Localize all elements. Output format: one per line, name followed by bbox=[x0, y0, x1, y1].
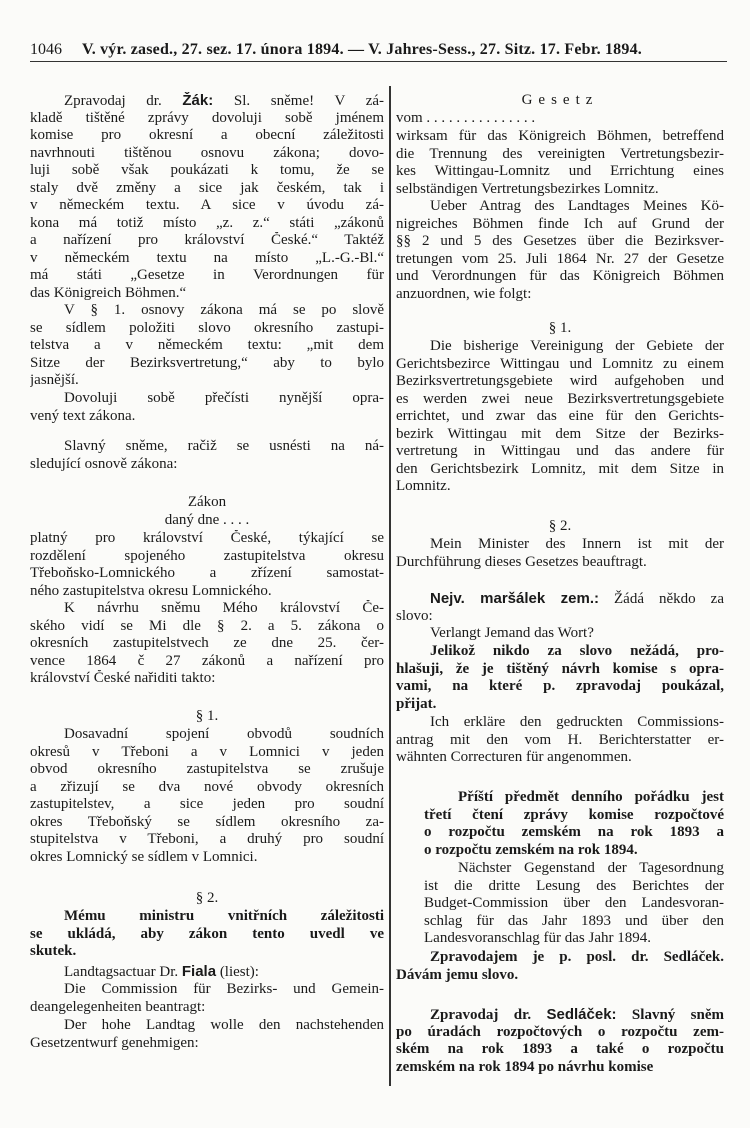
fiala bbox=[30, 963, 384, 981]
text-segment: Zpravodaj dr. bbox=[430, 1007, 547, 1023]
text-line: Landesvoranschlag für das Jahr 1894. bbox=[424, 930, 652, 946]
text-line: es werden zwei neue Bezirksvertretungsgebiete bbox=[396, 390, 724, 407]
text-line: Zákon bbox=[187, 494, 227, 510]
de-s2-title bbox=[396, 518, 724, 536]
text-line: Die bisherige Vereinigung der Gebiete der bbox=[430, 338, 724, 354]
text-line: nigreiches Böhmen finde Ich auf Grund der bbox=[396, 215, 724, 232]
text-line: rozdělení spojeného zastupitelstva okresu bbox=[30, 547, 384, 564]
text-segment: (liest): bbox=[216, 964, 259, 980]
text-line: stupitelstva v Třeboni, a druhý pro soudní bbox=[30, 831, 384, 847]
text-line: okresů v Třeboni a v Lomnici v jeden bbox=[30, 743, 384, 760]
text-line: Zpravodajem je p. posl. dr. Sedláček. bbox=[430, 949, 724, 965]
text-line: Nächster Gegenstand der Tagesordnung bbox=[458, 860, 724, 876]
speaker-name: Nejv. maršálek zem.: bbox=[430, 590, 599, 607]
text-line: Dosavadní spojení obvodů soudních bbox=[64, 726, 384, 742]
gesetz-title bbox=[396, 92, 724, 110]
text-line: obvod okresního zastupitelstva se zrušuje bbox=[30, 761, 384, 777]
text-line: Ich erkläre den gedruckten Commissions- bbox=[430, 714, 724, 730]
text-line: kladě tištěné zprávy dovoluji sobě jménem bbox=[30, 109, 384, 126]
text-line: a nařízení pro království České.“ Taktéž bbox=[30, 232, 384, 248]
text-line: K návrhu sněmu Mého království Če- bbox=[64, 600, 384, 616]
text-segment: Sl. sněme! V zá- bbox=[213, 93, 384, 109]
text-line: deangelegenheiten beantragt: bbox=[30, 998, 206, 1015]
text-line: das Königreich Böhmen.“ bbox=[30, 284, 187, 301]
text-line: Slavný sněme, račiž se usnésti na ná- bbox=[64, 438, 384, 454]
motion bbox=[30, 438, 384, 473]
text-line: okresních zastupitelstvech ze dne 25. čer- bbox=[30, 635, 384, 651]
text-line: selbständigen Vertretungsbezirkes Lomnitz. bbox=[396, 180, 659, 197]
text-line: a zřizují se dva nové obvody okresních bbox=[30, 778, 384, 795]
text-line: Mému ministru vnitřních záležitosti bbox=[64, 908, 384, 924]
text-line: schlag für das Jahr 1893 und über den bbox=[424, 912, 724, 929]
text-line: ného zastupitelstva okresu Lomnického. bbox=[30, 582, 272, 599]
text-line: ského vidí se Mi dle § 2. a 5. zákona o bbox=[30, 617, 384, 634]
text-line: vami, na které p. zpravodaj poukázal, bbox=[396, 678, 724, 694]
text-line: Verlangt Jemand das Wort? bbox=[430, 625, 594, 641]
page-number: 1046 bbox=[30, 41, 62, 58]
text-line: daný dne . . . . bbox=[164, 512, 250, 528]
text-line: zemském na rok 1894 po návrhu komise bbox=[396, 1058, 654, 1075]
text-line: Mein Minister des Innern ist mit der bbox=[430, 536, 724, 552]
text-line: Gesetz bbox=[521, 92, 599, 108]
text-line: se ukládá, aby zákon tento uvedl ve bbox=[30, 925, 384, 942]
text-line: §§ 2 und 5 des Gesetzes über die Bezirksver- bbox=[396, 233, 724, 249]
text-line: po úradách rozpočtových o rozpočtu zem- bbox=[396, 1023, 724, 1040]
text-line: Jelikož nikdo za slovo nežádá, pro- bbox=[430, 643, 724, 659]
text-line: Příští předmět denního pořádku jest bbox=[458, 789, 724, 805]
text-line: antrag mit den vom H. Berichterstatter er- bbox=[396, 731, 724, 748]
text-line: Sitze der Bezirksvertretung,“ aby to bylo bbox=[30, 354, 384, 371]
text-line: anzuordnen, wie folgt: bbox=[396, 285, 532, 302]
text-line: se sídlem položiti slovo okresního zastupi- bbox=[30, 319, 384, 336]
text-line: třetí čtení zprávy komise rozpočtové bbox=[424, 806, 724, 823]
gesetz-subject bbox=[396, 128, 724, 198]
text-line: jasnější. bbox=[30, 372, 79, 388]
text-line: okres Třeboňský se sídlem okresního za- bbox=[30, 813, 384, 830]
text-line: slovo: bbox=[396, 607, 433, 624]
text-line: und Verordnungen für das Königreich Böhmen bbox=[396, 268, 724, 284]
text-line: Ueber Antrag des Landtages Meines Kö- bbox=[430, 198, 724, 214]
text-line: Dovoluji sobě přečísti nynější opra- bbox=[64, 390, 384, 406]
reporter-intro bbox=[396, 949, 724, 984]
text-line: v německém textu na místo „L.-G.-Bl.“ bbox=[30, 249, 384, 266]
de-s2 bbox=[396, 536, 724, 571]
text-line: § 2. bbox=[548, 518, 572, 534]
cz-s2-title bbox=[30, 890, 384, 908]
text-line bbox=[396, 590, 724, 608]
text-line: skutek. bbox=[30, 943, 77, 959]
next-item bbox=[424, 789, 724, 859]
text-line: hlašuji, že je tištěný návrh komise s opra- bbox=[396, 660, 724, 677]
text-line: tretungen vom 25. Juli 1864 Nr. 27 der Gesetze bbox=[396, 250, 724, 267]
zakon-subject bbox=[30, 530, 384, 600]
text-line: Gerichtsbezirce Wittingau und Lomnitz zu einem bbox=[396, 355, 724, 372]
text-line: zastupitelstev, a sice jeden pro soudní bbox=[30, 796, 384, 812]
marshal bbox=[396, 590, 724, 625]
text-line bbox=[30, 92, 384, 110]
text-line: telstva a v německém textu: „mit dem bbox=[30, 337, 384, 353]
text-line: o rozpočtu zemském na rok 1894. bbox=[424, 841, 638, 858]
text-line: bezirk Wittingau mit dem Sitze der Bezirks- bbox=[396, 425, 724, 442]
text-line: § 2. bbox=[195, 890, 219, 906]
text-line: die Trennung des vereinigten Vertretungsbezir- bbox=[396, 145, 724, 162]
text-line: přijat. bbox=[396, 695, 437, 712]
text-line: Dávám jemu slovo. bbox=[396, 966, 519, 983]
text-line: wirksam für das Königreich Böhmen, betreffend bbox=[396, 128, 724, 144]
text-line: Gesetzentwurf genehmigen: bbox=[30, 1034, 199, 1051]
text-line bbox=[396, 1006, 724, 1024]
zakon-title bbox=[30, 494, 384, 512]
text-segment: Landtagsactuar Dr. bbox=[64, 964, 182, 980]
text-line: vený text zákona. bbox=[30, 407, 136, 424]
cz-s1-title bbox=[30, 708, 384, 726]
sedlacek bbox=[396, 1006, 724, 1076]
text-segment: Slavný sněm bbox=[616, 1007, 724, 1023]
par1-note bbox=[30, 302, 384, 390]
text-line: kes Wittingau-Lomnitz und Errichtung eines bbox=[396, 163, 724, 179]
marshal-accept bbox=[396, 643, 724, 713]
text-line: § 1. bbox=[548, 320, 572, 336]
text-line: Lomnitz. bbox=[396, 478, 451, 494]
marshal-de bbox=[396, 625, 724, 643]
page-header bbox=[30, 37, 727, 62]
marshal-accept-de bbox=[396, 714, 724, 767]
text-line: ist die dritte Lesung des Berichtes der bbox=[424, 877, 724, 894]
read-request bbox=[30, 390, 384, 425]
cz-s2 bbox=[30, 908, 384, 961]
speaker-name: Sedláček: bbox=[546, 1006, 617, 1023]
gesetz-vom bbox=[396, 110, 724, 128]
text-line: errichtet, und zwar das eine für den Gerichts- bbox=[396, 408, 724, 424]
column-divider bbox=[389, 86, 391, 1086]
text-line: okres Lomnický se sídlem v Lomnici. bbox=[30, 848, 258, 865]
zak-speech bbox=[30, 92, 384, 302]
text-line: vom . . . . . . . . . . . . . . . bbox=[396, 110, 536, 126]
text-line: v německém textu. A sice v úvodu zá- bbox=[30, 197, 384, 213]
text-segment: Zpravodaj dr. bbox=[64, 93, 183, 109]
text-line: kona má totiž místo „z. z.“ státi „zákonů bbox=[30, 214, 384, 231]
landtag bbox=[30, 1017, 384, 1052]
text-line: sledující osnově zákona: bbox=[30, 455, 178, 472]
text-line: navrhnouti tištěnou osnovu zákona; dovo- bbox=[30, 144, 384, 161]
text-line: Die Commission für Bezirks- und Gemein- bbox=[64, 981, 384, 997]
text-segment: Žádá někdo za bbox=[599, 591, 724, 607]
text-line: V § 1. osnovy zákona má se po slově bbox=[64, 302, 384, 318]
text-line: má státi „Gesetze in Verordnungen für bbox=[30, 267, 384, 283]
cz-s1 bbox=[30, 726, 384, 866]
text-line: § 1. bbox=[195, 708, 219, 724]
text-line: ském na rok 1893 a také o rozpočtu bbox=[396, 1041, 724, 1057]
de-s1 bbox=[396, 338, 724, 496]
text-line: platný pro království České, týkající se bbox=[30, 530, 384, 546]
text-line: staly dvě změny a sice jak českém, tak i bbox=[30, 179, 384, 196]
text-line: o rozpočtu zemském na rok 1893 a bbox=[424, 824, 724, 840]
de-s1-title bbox=[396, 320, 724, 338]
text-line: komise pro okresní a obecní záležitosti bbox=[30, 127, 384, 143]
text-line: Durchführung dieses Gesetzes beauftragt. bbox=[396, 553, 647, 570]
next-item-de bbox=[424, 860, 724, 948]
text-line: luji sobě však poukázati k tomu, že se bbox=[30, 162, 384, 178]
speaker-name: Fiala bbox=[181, 963, 217, 980]
text-line bbox=[30, 963, 384, 981]
text-line: den Gerichtsbezirk Lomnitz, mit dem Sitze in bbox=[396, 460, 724, 477]
zakon-date bbox=[30, 512, 384, 530]
gesetz-preamble bbox=[396, 198, 724, 303]
zakon-preamble bbox=[30, 600, 384, 688]
text-line: vertretung in Wittingau und das andere für bbox=[396, 443, 724, 459]
text-line: Budget-Commission über den Landesvoran- bbox=[424, 895, 724, 911]
text-line: Der hohe Landtag wolle den nachstehenden bbox=[64, 1017, 384, 1033]
running-title: V. výr. zased., 27. sez. 17. února 1894. — V. Jahres-Sess., 27. Sitz. 17. Febr. 1894. bbox=[82, 41, 642, 58]
commission bbox=[30, 981, 384, 1016]
speaker-name: Žák: bbox=[182, 92, 214, 109]
text-line: wähnten Correcturen für angenommen. bbox=[396, 749, 632, 765]
text-line: Bezirksvertretungsgebiete wird aufgehoben und bbox=[396, 373, 724, 389]
text-line: vence 1864 č 27 zákonů a nařízení pro bbox=[30, 652, 384, 669]
text-line: Třeboňsko-Lomnického a zřízení samostat- bbox=[30, 565, 384, 581]
text-line: království České nařiditi takto: bbox=[30, 670, 216, 686]
